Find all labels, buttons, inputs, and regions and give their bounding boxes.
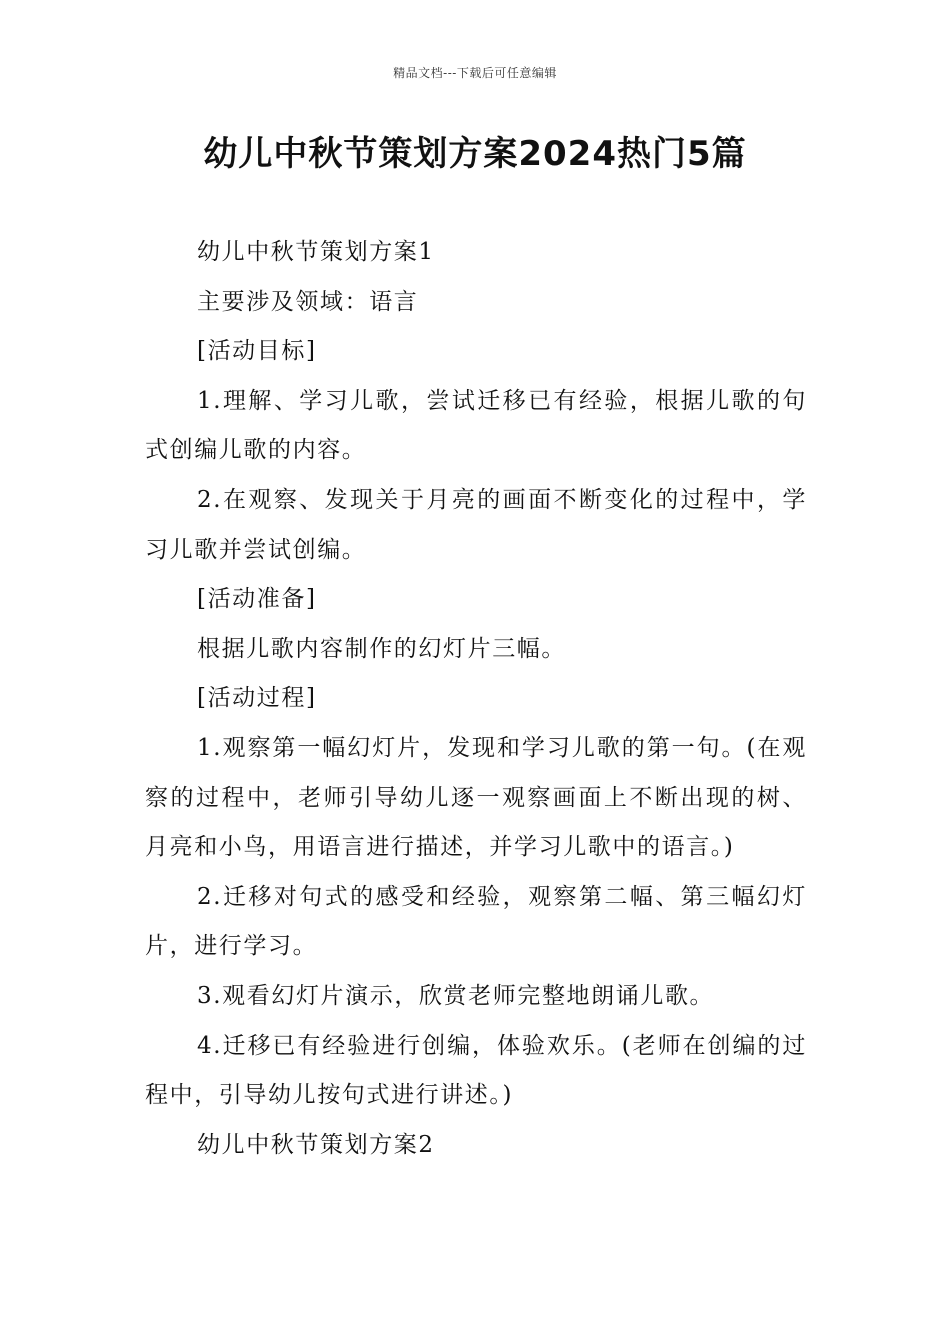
paragraph: 主要涉及领域：语言 (197, 288, 419, 315)
document-title: 幼儿中秋节策划方案2024热门5篇 (203, 134, 747, 174)
paragraph: 3.观看幻灯片演示，欣赏老师完整地朗诵儿歌。 (197, 982, 715, 1009)
paragraph: 2.在观察、发现关于月亮的画面不断变化的过程中，学习儿歌并尝试创编。 (145, 486, 807, 563)
paragraph: 1.观察第一幅幻灯片，发现和学习儿歌的第一句。(在观察的过程中，老师引导幼儿逐一观察画面上不断出现的树、月亮和小鸟，用语言进行描述，并学习儿歌中的语言。) (145, 734, 807, 861)
header-note: 精品文档---下载后可任意编辑 (393, 66, 557, 80)
subsection-heading: [活动准备] (197, 586, 317, 613)
paragraph: 根据儿歌内容制作的幻灯片三幅。 (197, 635, 566, 662)
paragraph: 4.迁移已有经验进行创编，体验欢乐。(老师在创编的过程中，引导幼儿按句式进行讲述。) (145, 1032, 807, 1109)
subsection-heading: [活动目标] (197, 338, 317, 365)
section-heading: 幼儿中秋节策划方案1 (197, 239, 435, 265)
subsection-heading: [活动过程] (197, 685, 317, 712)
document-body (145, 228, 807, 1170)
paragraph: 1.理解、学习儿歌，尝试迁移已有经验，根据儿歌的句式创编儿歌的内容。 (145, 387, 807, 464)
section-heading: 幼儿中秋节策划方案2 (197, 1131, 435, 1158)
paragraph: 2.迁移对句式的感受和经验，观察第二幅、第三幅幻灯片，进行学习。 (145, 883, 807, 960)
